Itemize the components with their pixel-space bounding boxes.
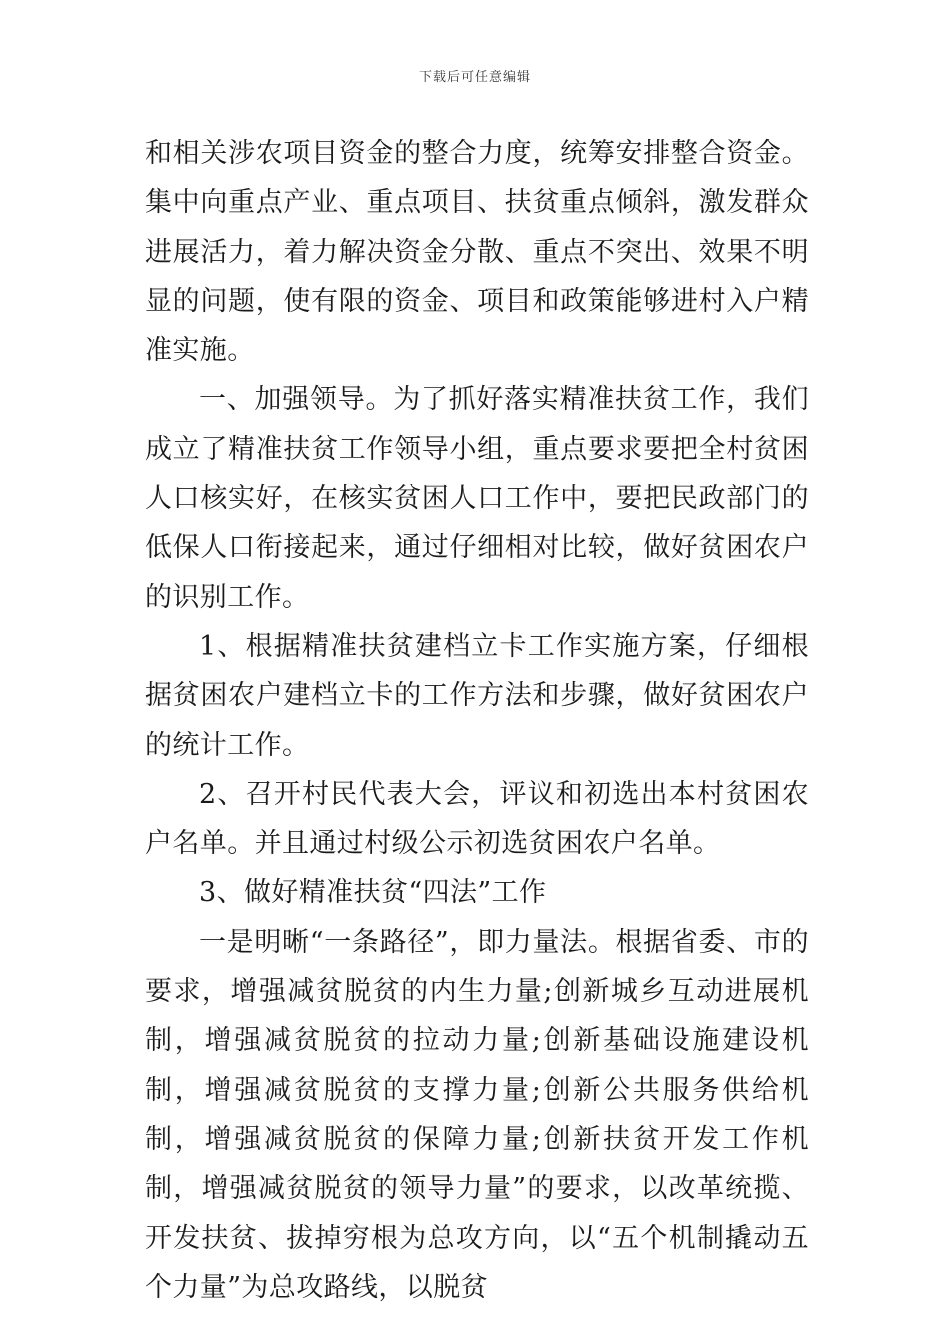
document-body — [145, 129, 809, 1312]
page-header: 下载后可任意编辑 — [418, 70, 531, 85]
paragraph-2: 一、加强领导。为了抓好落实精准扶贫工作，我们成立了精准扶贫工作领导小组，重点要求要把全村贫困人口核实好，在核实贫困人口工作中，要把民政部门的低保人口衔接起来，通过仔细相对比较，做好贫困农户的识别工作。 — [145, 384, 809, 613]
paragraph-4: 2、召开村民代表大会，评议和初选出本村贫困农户名单。并且通过村级公示初选贫困农户名单。 — [145, 778, 809, 860]
paragraph-6: 一是明晰“一条路径”，即力量法。根据省委、市的要求，增强减贫脱贫的内生力量;创新城乡互动进展机制，增强减贫脱贫的拉动力量;创新基础设施建设机制，增强减贫脱贫的支撑力量;创新公共服务供给机制，增强减贫脱贫的保障力量;创新扶贫开发工作机制，增强减贫脱贫的领导力量”的要求，以改革统揽、开发扶贫、拔掉穷根为总攻方向，以“五个机制撬动五个力量”为总攻路线，以脱贫 — [145, 926, 809, 1303]
paragraph-3: 1、根据精准扶贫建档立卡工作实施方案，仔细根据贫困农户建档立卡的工作方法和步骤，做好贫困农户的统计工作。 — [145, 630, 809, 761]
paragraph-1: 和相关涉农项目资金的整合力度，统筹安排整合资金。集中向重点产业、重点项目、扶贫重点倾斜，激发群众进展活力，着力解决资金分散、重点不突出、效果不明显的问题，使有限的资金、项目和政策能够进村入户精准实施。 — [145, 138, 809, 367]
paragraph-5: 3、做好精准扶贫“四法”工作 — [199, 877, 547, 909]
